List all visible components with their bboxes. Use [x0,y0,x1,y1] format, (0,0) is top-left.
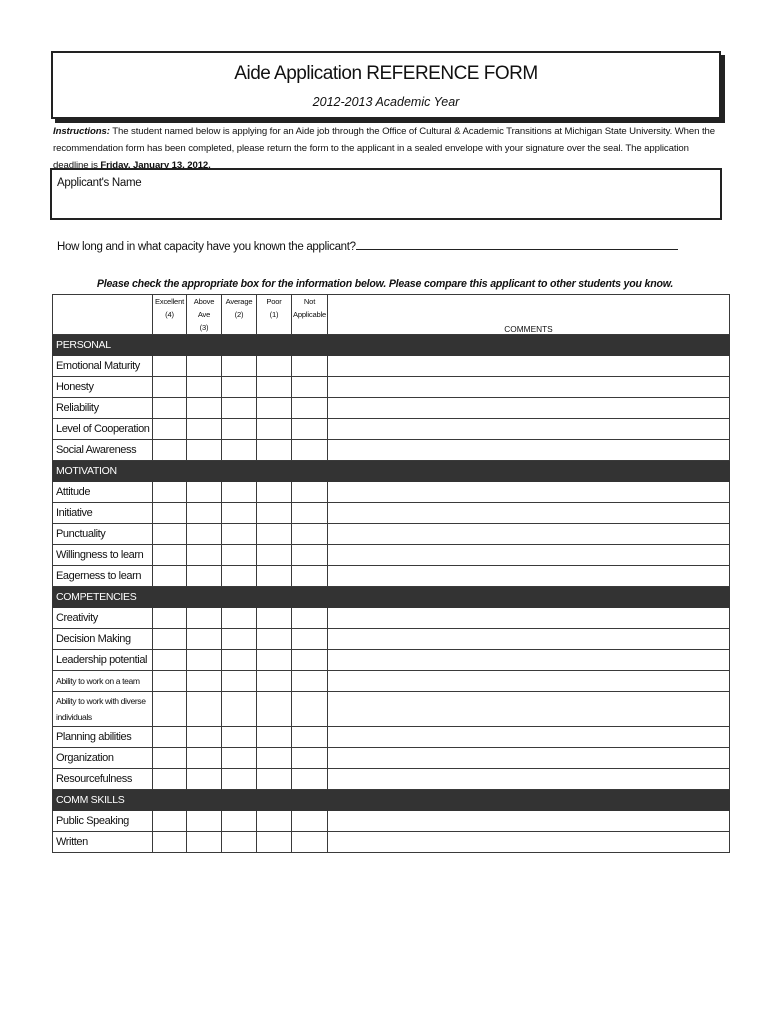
rating-checkbox-poor[interactable] [257,419,292,440]
rating-score: Applicable [292,310,327,319]
criterion-row-reliability [53,398,730,419]
rating-checkbox-not[interactable] [292,650,328,671]
rating-name: Excellent [154,297,184,306]
academic-year: 2012-2013 Academic Year [312,95,460,109]
rating-checkbox-excellent[interactable] [153,566,187,587]
rating-checkbox-excellent[interactable] [153,769,187,790]
rating-checkbox-excellent[interactable] [153,811,187,832]
rating-checkbox-above-ave[interactable] [187,727,222,748]
rating-checkbox-not[interactable] [292,524,328,545]
rating-checkbox-average[interactable] [222,608,257,629]
comment-field[interactable] [328,356,730,377]
criterion-label: Resourcefulness [53,769,153,790]
rating-checkbox-average[interactable] [222,811,257,832]
section-title: COMPETENCIES [53,587,153,608]
rating-checkbox-poor[interactable] [257,629,292,650]
rating-checkbox-excellent[interactable] [153,440,187,461]
rating-checkbox-not[interactable] [292,832,328,853]
known-applicant-label: How long and in what capacity have you known the applicant? [57,241,356,253]
rating-checkbox-not[interactable] [292,398,328,419]
criterion-label: Honesty [53,377,153,398]
rating-checkbox-above-ave[interactable] [187,482,222,503]
rating-checkbox-above-ave[interactable] [187,629,222,650]
criterion-row-level-of-cooperation [53,419,730,440]
rating-checkbox-average[interactable] [222,482,257,503]
rating-checkbox-poor[interactable] [257,356,292,377]
rating-checkbox-poor[interactable] [257,811,292,832]
comments-header: COMMENTS [328,295,730,335]
section-title: PERSONAL [53,335,153,356]
criterion-row-leadership-potential [53,650,730,671]
rating-checkbox-average[interactable] [222,566,257,587]
rating-checkbox-excellent[interactable] [153,524,187,545]
section-bar [153,335,730,356]
section-bar [153,587,730,608]
rating-checkbox-poor[interactable] [257,692,292,727]
comment-field[interactable] [328,524,730,545]
rating-checkbox-not[interactable] [292,419,328,440]
section-motivation [53,461,730,482]
comment-field[interactable] [328,503,730,524]
criterion-label: Written [53,832,153,853]
rating-checkbox-poor[interactable] [257,482,292,503]
rating-header-average [222,295,257,335]
rating-checkbox-not[interactable] [292,377,328,398]
rating-checkbox-not[interactable] [292,503,328,524]
rating-checkbox-excellent[interactable] [153,650,187,671]
criterion-label: Eagerness to learn [53,566,153,587]
criterion-label: Creativity [53,608,153,629]
criterion-label: Ability to work with diverse individuals [53,692,153,727]
criterion-row-creativity [53,608,730,629]
criterion-label: Level of Cooperation [53,419,153,440]
criterion-label: Decision Making [53,629,153,650]
section-comm-skills [53,790,730,811]
criterion-label: Emotional Maturity [53,356,153,377]
rating-checkbox-average[interactable] [222,524,257,545]
rating-checkbox-average[interactable] [222,671,257,692]
rating-checkbox-poor[interactable] [257,727,292,748]
rating-checkbox-not[interactable] [292,356,328,377]
rating-checkbox-excellent[interactable] [153,545,187,566]
criterion-label: Public Speaking [53,811,153,832]
rating-checkbox-average[interactable] [222,419,257,440]
rating-checkbox-above-ave[interactable] [187,524,222,545]
rating-checkbox-above-ave[interactable] [187,608,222,629]
rating-checkbox-average[interactable] [222,727,257,748]
rating-checkbox-excellent[interactable] [153,748,187,769]
rating-checkbox-above-ave[interactable] [187,566,222,587]
criterion-row-punctuality [53,524,730,545]
evaluation-table [52,294,730,853]
rating-checkbox-not[interactable] [292,727,328,748]
rating-checkbox-excellent[interactable] [153,503,187,524]
rating-checkbox-poor[interactable] [257,545,292,566]
rating-checkbox-not[interactable] [292,482,328,503]
rating-checkbox-average[interactable] [222,769,257,790]
rating-checkbox-excellent[interactable] [153,671,187,692]
comment-field[interactable] [328,482,730,503]
rating-checkbox-excellent[interactable] [153,692,187,727]
comment-field[interactable] [328,398,730,419]
rating-header-excellent [153,295,187,335]
comment-field[interactable] [328,419,730,440]
rating-checkbox-not[interactable] [292,608,328,629]
criterion-label: Initiative [53,503,153,524]
criterion-row-resourcefulness [53,769,730,790]
check-instructions: Please check the appropriate box for the information below. Please compare this applicant to other students you know. [96,278,674,290]
criterion-row-initiative [53,503,730,524]
rating-checkbox-average[interactable] [222,748,257,769]
rating-checkbox-excellent[interactable] [153,398,187,419]
rating-checkbox-above-ave[interactable] [187,832,222,853]
rating-checkbox-excellent[interactable] [153,482,187,503]
comment-field[interactable] [328,692,730,727]
criterion-row-ability-to-work-on-a-team [53,671,730,692]
rating-checkbox-excellent[interactable] [153,727,187,748]
comment-field[interactable] [328,769,730,790]
rating-checkbox-not[interactable] [292,545,328,566]
rating-checkbox-poor[interactable] [257,524,292,545]
criterion-row-emotional-maturity [53,356,730,377]
criterion-row-public-speaking [53,811,730,832]
rating-checkbox-excellent[interactable] [153,608,187,629]
rating-checkbox-poor[interactable] [257,503,292,524]
criterion-label: Punctuality [53,524,153,545]
instructions-label: Instructions: [53,126,110,137]
rating-name: Above Ave [193,297,215,319]
form-title: Aide Application REFERENCE FORM [234,63,538,84]
rating-checkbox-average[interactable] [222,503,257,524]
rating-checkbox-poor[interactable] [257,748,292,769]
rating-checkbox-not[interactable] [292,566,328,587]
rating-checkbox-excellent[interactable] [153,356,187,377]
rating-checkbox-above-ave[interactable] [187,377,222,398]
rating-checkbox-excellent[interactable] [153,629,187,650]
criterion-label: Reliability [53,398,153,419]
rating-checkbox-above-ave[interactable] [187,769,222,790]
rating-header-above-ave [187,295,222,335]
rating-checkbox-above-ave[interactable] [187,440,222,461]
rating-checkbox-above-ave[interactable] [187,356,222,377]
label-column-header [53,295,153,335]
section-title: COMM SKILLS [53,790,153,811]
rating-name: Average [225,297,253,306]
comment-field[interactable] [328,727,730,748]
comment-field[interactable] [328,671,730,692]
rating-checkbox-average[interactable] [222,377,257,398]
comment-field[interactable] [328,440,730,461]
rating-checkbox-above-ave[interactable] [187,811,222,832]
comment-field[interactable] [328,629,730,650]
criterion-label: Organization [53,748,153,769]
rating-checkbox-not[interactable] [292,629,328,650]
rating-checkbox-poor[interactable] [257,608,292,629]
section-competencies [53,587,730,608]
rating-checkbox-average[interactable] [222,356,257,377]
known-applicant-input[interactable] [356,236,678,250]
rating-checkbox-poor[interactable] [257,398,292,419]
criterion-row-written [53,832,730,853]
criterion-label: Willingness to learn [53,545,153,566]
rating-name: Poor [266,297,282,306]
criterion-label: Ability to work on a team [53,671,153,692]
rating-checkbox-poor[interactable] [257,769,292,790]
rating-header-row [53,295,730,335]
rating-score: (4) [165,310,174,319]
rating-checkbox-poor[interactable] [257,671,292,692]
criterion-row-organization [53,748,730,769]
rating-checkbox-excellent[interactable] [153,377,187,398]
rating-checkbox-not[interactable] [292,769,328,790]
rating-checkbox-above-ave[interactable] [187,748,222,769]
rating-checkbox-above-ave[interactable] [187,398,222,419]
rating-checkbox-poor[interactable] [257,650,292,671]
criterion-row-attitude [53,482,730,503]
criterion-row-willingness-to-learn [53,545,730,566]
criterion-row-social-awareness [53,440,730,461]
known-applicant-question [57,236,678,253]
criterion-label: Leadership potential [53,650,153,671]
comment-field[interactable] [328,832,730,853]
rating-checkbox-not[interactable] [292,440,328,461]
criterion-row-ability-to-work-with-diverse-individuals [53,692,730,727]
criterion-row-planning-abilities [53,727,730,748]
section-personal [53,335,730,356]
instructions-text: The student named below is applying for an Aide job through the Office of Cultural & Academic Transitions at Michigan State University. When the recommendation form has been completed, please return the form to the applicant in a sealed envelope with your signature over the seal. The application deadline is [53,126,715,171]
rating-checkbox-average[interactable] [222,545,257,566]
application-deadline: Friday, January 13, 2012. [100,160,211,171]
criterion-row-decision-making [53,629,730,650]
rating-checkbox-poor[interactable] [257,566,292,587]
comment-field[interactable] [328,566,730,587]
rating-checkbox-above-ave[interactable] [187,650,222,671]
comment-field[interactable] [328,377,730,398]
rating-checkbox-above-ave[interactable] [187,419,222,440]
comment-field[interactable] [328,650,730,671]
rating-checkbox-not[interactable] [292,748,328,769]
rating-checkbox-not[interactable] [292,811,328,832]
rating-checkbox-above-ave[interactable] [187,692,222,727]
section-title: MOTIVATION [53,461,153,482]
rating-checkbox-average[interactable] [222,832,257,853]
rating-checkbox-above-ave[interactable] [187,503,222,524]
rating-score: (2) [234,310,244,319]
applicant-name-label: Applicant's Name [57,177,142,189]
criterion-row-honesty [53,377,730,398]
comment-field[interactable] [328,608,730,629]
rating-checkbox-average[interactable] [222,440,257,461]
rating-checkbox-above-ave[interactable] [187,671,222,692]
rating-score: (3) [199,323,209,332]
applicant-name-field[interactable] [50,168,722,220]
rating-header-poor [257,295,292,335]
rating-checkbox-not[interactable] [292,692,328,727]
rating-checkbox-average[interactable] [222,650,257,671]
rating-score: (1) [269,310,279,319]
rating-checkbox-poor[interactable] [257,440,292,461]
section-bar [153,461,730,482]
comment-field[interactable] [328,545,730,566]
instructions [53,123,718,174]
rating-checkbox-poor[interactable] [257,377,292,398]
criterion-row-eagerness-to-learn [53,566,730,587]
rating-checkbox-average[interactable] [222,629,257,650]
rating-checkbox-above-ave[interactable] [187,545,222,566]
comment-field[interactable] [328,748,730,769]
comment-field[interactable] [328,811,730,832]
criterion-label: Social Awareness [53,440,153,461]
rating-checkbox-poor[interactable] [257,832,292,853]
section-bar [153,790,730,811]
rating-checkbox-average[interactable] [222,398,257,419]
rating-checkbox-excellent[interactable] [153,832,187,853]
rating-header-not [292,295,328,335]
criterion-label: Attitude [53,482,153,503]
rating-checkbox-not[interactable] [292,671,328,692]
criterion-label: Planning abilities [53,727,153,748]
rating-name: Not [303,297,316,306]
rating-checkbox-excellent[interactable] [153,419,187,440]
form-title-box [51,51,721,119]
rating-checkbox-average[interactable] [222,692,257,727]
